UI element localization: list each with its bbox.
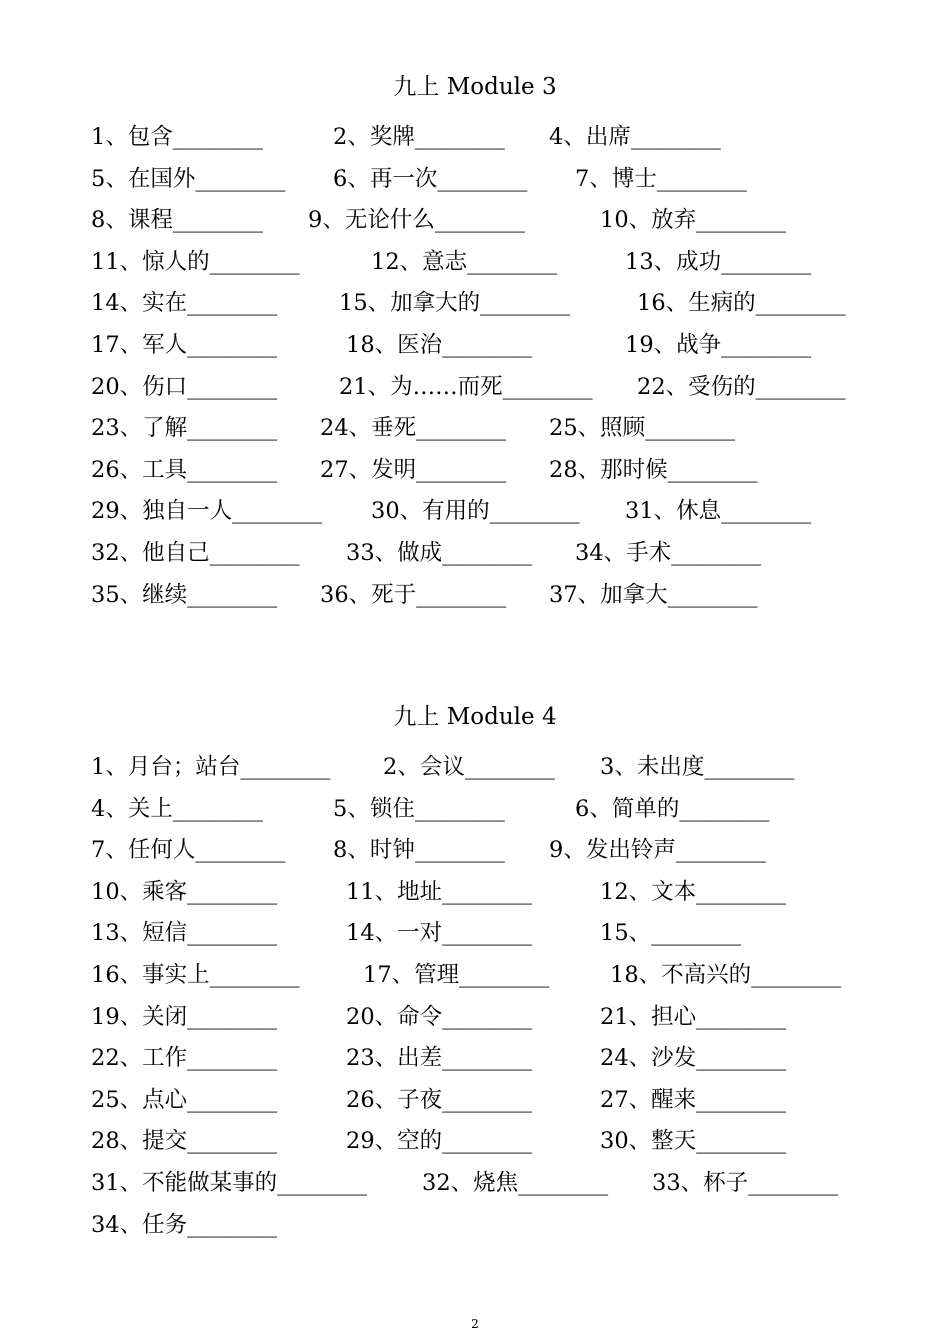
vocabulary-item: 18、医治________ xyxy=(346,331,533,358)
vocabulary-row xyxy=(91,247,871,289)
vocabulary-row xyxy=(91,1002,871,1044)
vocabulary-item: 8、时钟________ xyxy=(333,837,505,864)
vocabulary-item: 22、工作________ xyxy=(91,1045,278,1072)
vocabulary-item: 34、任务________ xyxy=(91,1211,278,1238)
vocabulary-row xyxy=(91,288,871,330)
vocabulary-item: 28、那时候________ xyxy=(549,456,758,483)
vocabulary-item: 21、担心________ xyxy=(600,1003,787,1030)
vocabulary-item: 30、有用的________ xyxy=(371,498,580,525)
vocabulary-row xyxy=(91,835,871,877)
vocabulary-item: 10、乘客________ xyxy=(91,878,278,905)
vocabulary-item: 15、加拿大的________ xyxy=(339,290,571,317)
vocabulary-item: 18、不高兴的________ xyxy=(610,961,842,988)
vocabulary-item: 4、出席________ xyxy=(549,124,721,150)
vocabulary-rows xyxy=(91,752,871,1251)
vocabulary-row xyxy=(91,1210,871,1252)
vocabulary-rows xyxy=(91,122,871,621)
module-title: 九上 Module 4 xyxy=(393,704,557,730)
vocabulary-item: 2、会议________ xyxy=(383,754,555,780)
vocabulary-item: 29、空的________ xyxy=(346,1128,533,1155)
vocabulary-row xyxy=(91,330,871,372)
vocabulary-row xyxy=(91,164,871,206)
vocabulary-item: 19、战争________ xyxy=(625,331,812,358)
vocabulary-row xyxy=(91,1043,871,1085)
vocabulary-item: 24、沙发________ xyxy=(600,1045,787,1072)
vocabulary-item: 3、未出度________ xyxy=(600,754,795,780)
vocabulary-item: 20、伤口________ xyxy=(91,373,278,400)
vocabulary-item: 22、受伤的________ xyxy=(637,373,846,400)
vocabulary-item: 29、独自一人________ xyxy=(91,498,323,525)
vocabulary-item: 4、关上________ xyxy=(91,795,263,822)
vocabulary-item: 28、提交________ xyxy=(91,1128,278,1155)
vocabulary-item: 6、简单的________ xyxy=(575,795,770,822)
vocabulary-item: 24、垂死________ xyxy=(320,415,507,442)
vocabulary-item: 17、军人________ xyxy=(91,331,278,358)
vocabulary-row xyxy=(91,1126,871,1168)
vocabulary-item: 2、奖牌________ xyxy=(333,124,505,150)
vocabulary-row xyxy=(91,496,871,538)
vocabulary-item: 33、做成________ xyxy=(346,539,533,566)
vocabulary-item: 5、锁住________ xyxy=(333,795,505,822)
vocabulary-row xyxy=(91,413,871,455)
vocabulary-row xyxy=(91,1085,871,1127)
vocabulary-row xyxy=(91,960,871,1002)
vocabulary-item: 9、发出铃声________ xyxy=(549,837,766,864)
vocabulary-item: 1、包含________ xyxy=(91,124,263,150)
vocabulary-item: 14、实在________ xyxy=(91,290,278,317)
vocabulary-row xyxy=(91,918,871,960)
vocabulary-item: 32、烧焦________ xyxy=(422,1169,609,1196)
vocabulary-item: 37、加拿大________ xyxy=(549,581,758,608)
page-number: 2 xyxy=(471,1317,479,1331)
vocabulary-row xyxy=(91,205,871,247)
vocabulary-item: 16、事实上________ xyxy=(91,961,300,988)
vocabulary-row xyxy=(91,794,871,836)
vocabulary-item: 11、地址________ xyxy=(346,878,533,905)
vocabulary-row xyxy=(91,538,871,580)
vocabulary-item: 33、杯子________ xyxy=(652,1169,839,1196)
vocabulary-item: 7、任何人________ xyxy=(91,837,286,864)
vocabulary-item: 21、为……而死________ xyxy=(339,373,593,400)
vocabulary-item: 17、管理________ xyxy=(363,961,550,988)
vocabulary-row xyxy=(91,372,871,414)
vocabulary-item: 5、在国外________ xyxy=(91,165,286,192)
vocabulary-item: 15、________ xyxy=(600,920,742,947)
vocabulary-item: 13、成功________ xyxy=(625,248,812,275)
vocabulary-row xyxy=(91,877,871,919)
vocabulary-item: 8、课程________ xyxy=(91,207,263,234)
vocabulary-item: 30、整天________ xyxy=(600,1128,787,1155)
vocabulary-item: 20、命令________ xyxy=(346,1003,533,1030)
vocabulary-item: 25、照顾________ xyxy=(549,415,736,442)
vocabulary-item: 27、发明________ xyxy=(320,456,507,483)
vocabulary-item: 9、无论什么________ xyxy=(308,207,525,234)
vocabulary-item: 26、子夜________ xyxy=(346,1086,533,1113)
vocabulary-item: 35、继续________ xyxy=(91,581,278,608)
vocabulary-row xyxy=(91,752,871,794)
module-title: 九上 Module 3 xyxy=(393,74,557,100)
vocabulary-row xyxy=(91,455,871,497)
vocabulary-item: 11、惊人的________ xyxy=(91,248,300,275)
vocabulary-item: 6、再一次________ xyxy=(333,165,528,192)
vocabulary-item: 12、文本________ xyxy=(600,878,787,905)
vocabulary-item: 27、醒来________ xyxy=(600,1086,787,1113)
vocabulary-item: 23、了解________ xyxy=(91,415,278,442)
vocabulary-item: 13、短信________ xyxy=(91,920,278,947)
vocabulary-item: 31、休息________ xyxy=(625,498,812,525)
vocabulary-item: 14、一对________ xyxy=(346,920,533,947)
vocabulary-row xyxy=(91,580,871,622)
vocabulary-row xyxy=(91,122,871,164)
vocabulary-item: 1、月台；站台________ xyxy=(91,754,331,780)
vocabulary-item: 25、点心________ xyxy=(91,1086,278,1113)
vocabulary-item: 19、关闭________ xyxy=(91,1003,278,1030)
vocabulary-item: 23、出差________ xyxy=(346,1045,533,1072)
vocabulary-item: 16、生病的________ xyxy=(637,290,846,317)
vocabulary-item: 7、博士________ xyxy=(575,165,747,192)
vocabulary-item: 12、意志________ xyxy=(371,248,558,275)
vocabulary-item: 10、放弃________ xyxy=(600,207,787,234)
vocabulary-row xyxy=(91,1168,871,1210)
vocabulary-item: 32、他自己________ xyxy=(91,539,300,566)
vocabulary-item: 26、工具________ xyxy=(91,456,278,483)
vocabulary-item: 31、不能做某事的________ xyxy=(91,1169,368,1196)
vocabulary-item: 36、死于________ xyxy=(320,581,507,608)
vocabulary-item: 34、手术________ xyxy=(575,539,762,566)
